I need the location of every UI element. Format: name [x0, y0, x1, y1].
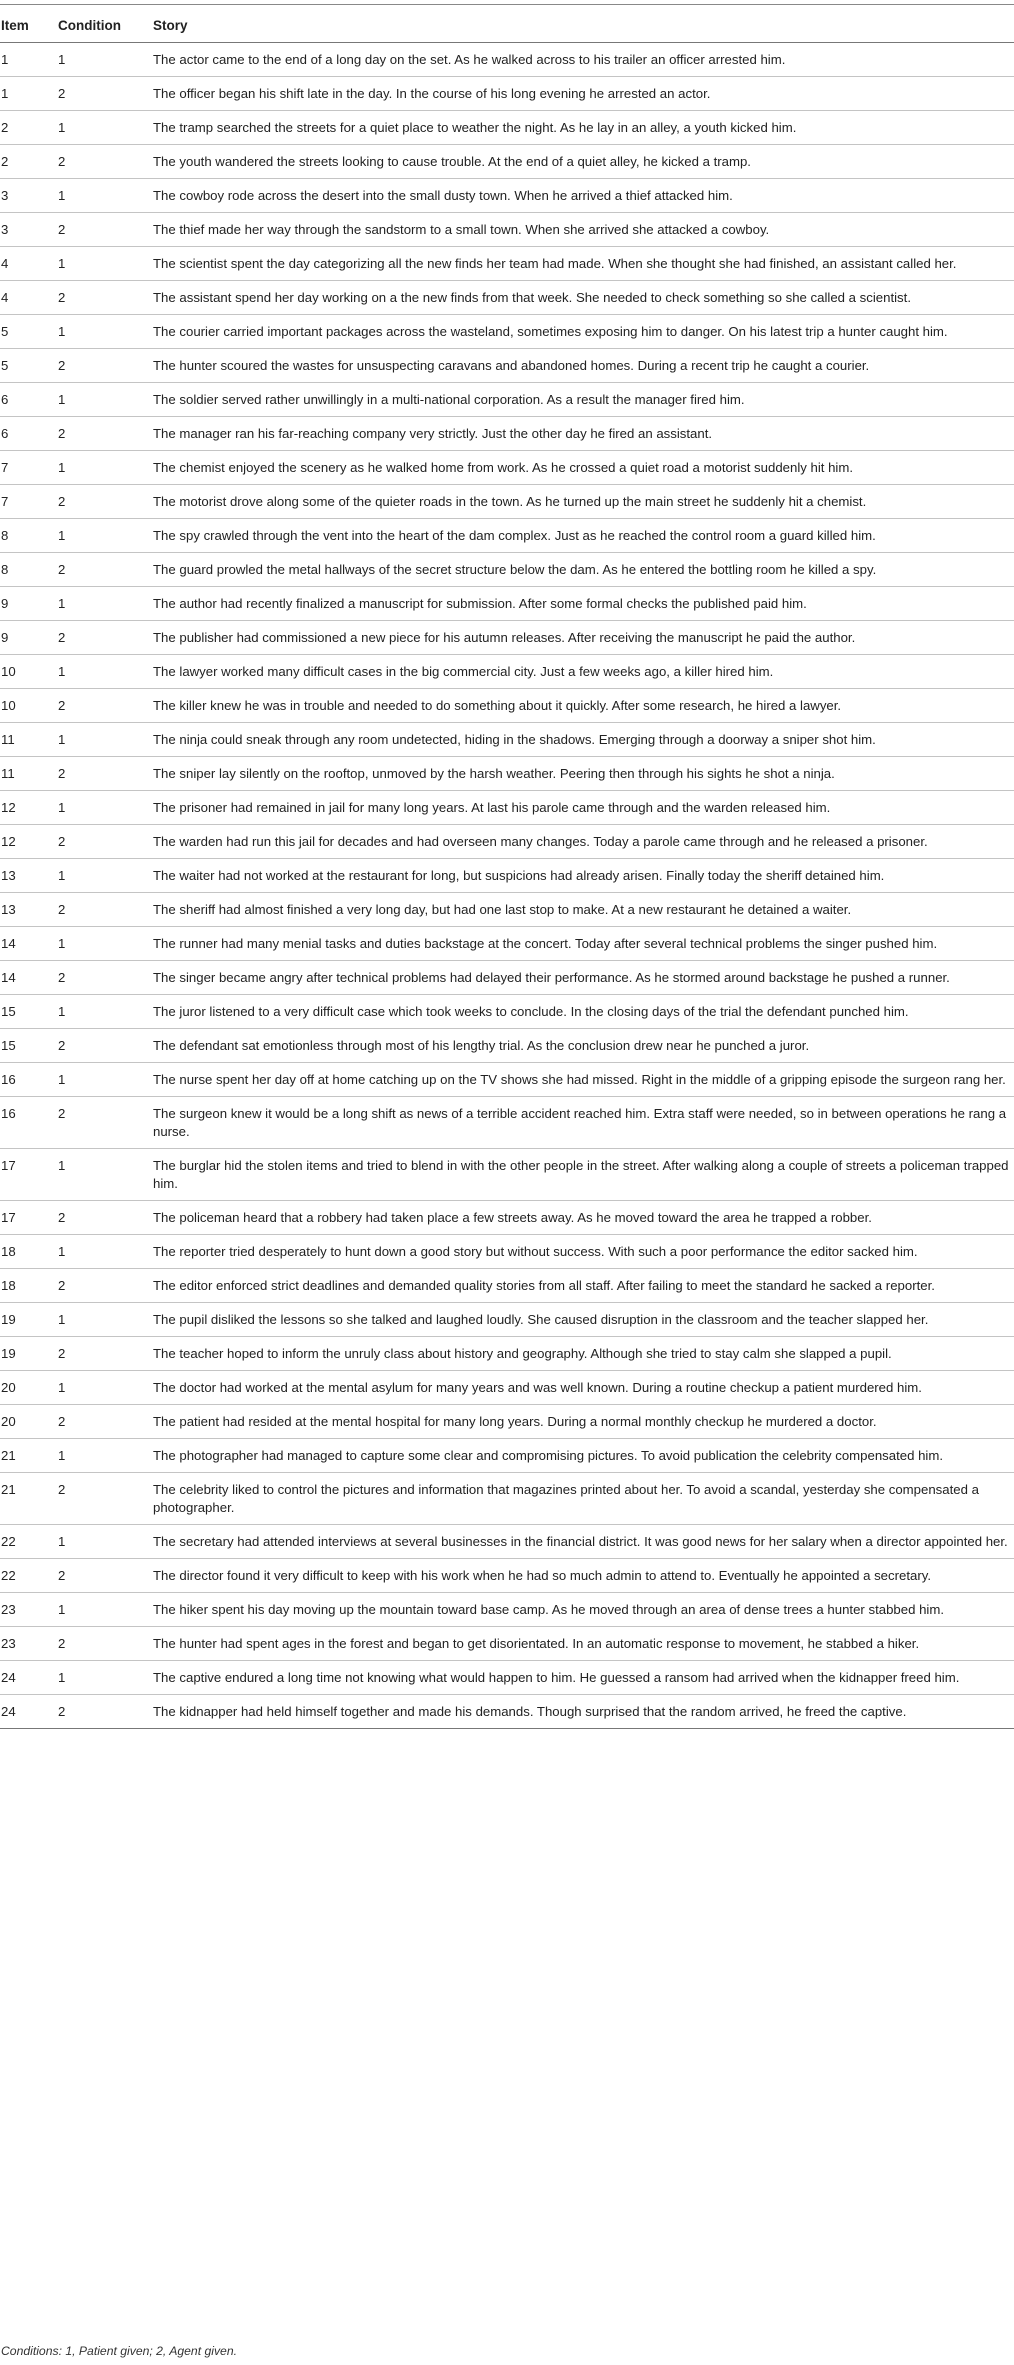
table-row [0, 1097, 1014, 1149]
item-cell: 10 [0, 689, 58, 723]
item-cell: 22 [0, 1559, 58, 1593]
story-cell: The juror listened to a very difficult case which took weeks to conclude. In the closing days of the trial the defendant punched him. [153, 995, 1014, 1029]
item-cell: 3 [0, 213, 58, 247]
table-row [0, 723, 1014, 757]
story-cell: The captive endured a long time not knowing what would happen to him. He guessed a ransom had arrived when the kidnapper freed him. [153, 1661, 1014, 1695]
condition-cell: 2 [58, 621, 153, 655]
item-cell: 21 [0, 1473, 58, 1525]
story-cell: The sheriff had almost finished a very long day, but had one last stop to make. At a new restaurant he detained a waiter. [153, 893, 1014, 927]
table-row [0, 1695, 1014, 1729]
condition-cell: 1 [58, 1371, 153, 1405]
item-cell: 17 [0, 1149, 58, 1201]
table-row [0, 1405, 1014, 1439]
table-row [0, 587, 1014, 621]
condition-cell: 1 [58, 1525, 153, 1559]
item-cell: 23 [0, 1627, 58, 1661]
table-row [0, 77, 1014, 111]
table-row [0, 349, 1014, 383]
top-rule [0, 4, 1014, 5]
condition-cell: 1 [58, 383, 153, 417]
story-cell: The manager ran his far-reaching company very strictly. Just the other day he fired an assistant. [153, 417, 1014, 451]
item-cell: 9 [0, 621, 58, 655]
table-row [0, 1149, 1014, 1201]
story-cell: The guard prowled the metal hallways of the secret structure below the dam. As he entered the bottling room he killed a spy. [153, 553, 1014, 587]
story-cell: The defendant sat emotionless through most of his lengthy trial. As the conclusion drew near he punched a juror. [153, 1029, 1014, 1063]
story-cell: The teacher hoped to inform the unruly class about history and geography. Although she tried to stay calm she slapped a pupil. [153, 1337, 1014, 1371]
item-cell: 2 [0, 145, 58, 179]
table-row [0, 1337, 1014, 1371]
condition-cell: 2 [58, 961, 153, 995]
item-cell: 1 [0, 43, 58, 77]
table-row [0, 1439, 1014, 1473]
condition-cell: 1 [58, 655, 153, 689]
item-cell: 11 [0, 757, 58, 791]
table-row [0, 655, 1014, 689]
story-cell: The actor came to the end of a long day on the set. As he walked across to his trailer an officer arrested him. [153, 43, 1014, 77]
story-cell: The reporter tried desperately to hunt down a good story but without success. With such a poor performance the editor sacked him. [153, 1235, 1014, 1269]
condition-cell: 2 [58, 1269, 153, 1303]
condition-cell: 1 [58, 1593, 153, 1627]
condition-cell: 2 [58, 1559, 153, 1593]
header-row [0, 9, 1014, 43]
condition-cell: 1 [58, 1235, 153, 1269]
table-row [0, 179, 1014, 213]
table-row [0, 961, 1014, 995]
story-cell: The motorist drove along some of the quieter roads in the town. As he turned up the main street he suddenly hit a chemist. [153, 485, 1014, 519]
story-cell: The courier carried important packages across the wasteland, sometimes exposing him to danger. On his latest trip a hunter caught him. [153, 315, 1014, 349]
story-cell: The pupil disliked the lessons so she talked and laughed loudly. She caused disruption in the classroom and the teacher slapped her. [153, 1303, 1014, 1337]
table-row [0, 1029, 1014, 1063]
story-cell: The doctor had worked at the mental asylum for many years and was well known. During a routine checkup a patient murdered him. [153, 1371, 1014, 1405]
story-cell: The waiter had not worked at the restaurant for long, but suspicions had already arisen. Finally today the sheriff detained him. [153, 859, 1014, 893]
item-cell: 4 [0, 247, 58, 281]
item-cell: 2 [0, 111, 58, 145]
story-cell: The scientist spent the day categorizing all the new finds her team had made. When she thought she had finished, an assistant called her. [153, 247, 1014, 281]
condition-cell: 1 [58, 927, 153, 961]
condition-cell: 1 [58, 1303, 153, 1337]
story-cell: The killer knew he was in trouble and needed to do something about it quickly. After some research, he hired a lawyer. [153, 689, 1014, 723]
item-cell: 24 [0, 1695, 58, 1729]
item-cell: 22 [0, 1525, 58, 1559]
table-row [0, 621, 1014, 655]
story-cell: The burglar hid the stolen items and tried to blend in with the other people in the street. After walking along a couple of streets a policeman trapped him. [153, 1149, 1014, 1201]
table-row [0, 791, 1014, 825]
condition-cell: 1 [58, 723, 153, 757]
condition-cell: 1 [58, 791, 153, 825]
item-cell: 20 [0, 1371, 58, 1405]
table-row [0, 757, 1014, 791]
condition-cell: 1 [58, 587, 153, 621]
item-cell: 23 [0, 1593, 58, 1627]
table-row [0, 1473, 1014, 1525]
condition-cell: 2 [58, 145, 153, 179]
story-cell: The assistant spend her day working on a the new finds from that week. She needed to check something so she called a scientist. [153, 281, 1014, 315]
story-cell: The thief made her way through the sandstorm to a small town. When she arrived she attacked a cowboy. [153, 213, 1014, 247]
table-row [0, 315, 1014, 349]
item-cell: 10 [0, 655, 58, 689]
story-cell: The hiker spent his day moving up the mountain toward base camp. As he moved through an area of dense trees a hunter stabbed him. [153, 1593, 1014, 1627]
story-cell: The officer began his shift late in the day. In the course of his long evening he arrested an actor. [153, 77, 1014, 111]
condition-cell: 1 [58, 315, 153, 349]
table-row [0, 485, 1014, 519]
story-cell: The soldier served rather unwillingly in a multi-national corporation. As a result the manager fired him. [153, 383, 1014, 417]
table-row [0, 43, 1014, 77]
story-cell: The celebrity liked to control the pictures and information that magazines printed about her. To avoid a scandal, yesterday she compensated a photographer. [153, 1473, 1014, 1525]
item-cell: 9 [0, 587, 58, 621]
story-cell: The cowboy rode across the desert into the small dusty town. When he arrived a thief attacked him. [153, 179, 1014, 213]
story-cell: The kidnapper had held himself together and made his demands. Though surprised that the random arrived, he freed the captive. [153, 1695, 1014, 1729]
story-cell: The ninja could sneak through any room undetected, hiding in the shadows. Emerging through a doorway a sniper shot him. [153, 723, 1014, 757]
item-cell: 20 [0, 1405, 58, 1439]
story-cell: The photographer had managed to capture some clear and compromising pictures. To avoid publication the celebrity compensated him. [153, 1439, 1014, 1473]
condition-cell: 2 [58, 757, 153, 791]
story-cell: The surgeon knew it would be a long shift as news of a terrible accident reached him. Extra staff were needed, so in between operations he rang a nurse. [153, 1097, 1014, 1149]
item-cell: 7 [0, 485, 58, 519]
condition-cell: 2 [58, 1029, 153, 1063]
table-row [0, 1627, 1014, 1661]
table-row [0, 1559, 1014, 1593]
condition-cell: 1 [58, 451, 153, 485]
table-row [0, 281, 1014, 315]
item-cell: 3 [0, 179, 58, 213]
item-cell: 11 [0, 723, 58, 757]
table-row [0, 995, 1014, 1029]
condition-cell: 2 [58, 1337, 153, 1371]
story-cell: The secretary had attended interviews at several businesses in the financial district. It was good news for her salary when a director appointed her. [153, 1525, 1014, 1559]
table-row [0, 1063, 1014, 1097]
story-cell: The singer became angry after technical problems had delayed their performance. As he stormed around backstage he pushed a runner. [153, 961, 1014, 995]
table-row [0, 859, 1014, 893]
table-row [0, 417, 1014, 451]
condition-cell: 2 [58, 213, 153, 247]
condition-cell: 1 [58, 995, 153, 1029]
condition-cell: 2 [58, 893, 153, 927]
header-item: Item [0, 9, 58, 43]
story-cell: The policeman heard that a robbery had taken place a few streets away. As he moved toward the area he trapped a robber. [153, 1201, 1014, 1235]
item-cell: 13 [0, 859, 58, 893]
condition-cell: 1 [58, 1063, 153, 1097]
story-cell: The editor enforced strict deadlines and demanded quality stories from all staff. After failing to meet the standard he sacked a reporter. [153, 1269, 1014, 1303]
story-cell: The sniper lay silently on the rooftop, unmoved by the harsh weather. Peering then through his sights he shot a ninja. [153, 757, 1014, 791]
item-cell: 12 [0, 791, 58, 825]
table-body [0, 43, 1014, 1729]
table-footnote: Conditions: 1, Patient given; 2, Agent given. [1, 2344, 238, 2358]
condition-cell: 1 [58, 179, 153, 213]
item-cell: 24 [0, 1661, 58, 1695]
condition-cell: 2 [58, 553, 153, 587]
item-cell: 8 [0, 553, 58, 587]
story-cell: The chemist enjoyed the scenery as he walked home from work. As he crossed a quiet road a motorist suddenly hit him. [153, 451, 1014, 485]
item-cell: 15 [0, 1029, 58, 1063]
item-cell: 5 [0, 349, 58, 383]
table-row [0, 825, 1014, 859]
condition-cell: 2 [58, 281, 153, 315]
story-cell: The tramp searched the streets for a quiet place to weather the night. As he lay in an alley, a youth kicked him. [153, 111, 1014, 145]
condition-cell: 2 [58, 689, 153, 723]
item-cell: 18 [0, 1269, 58, 1303]
condition-cell: 1 [58, 1149, 153, 1201]
story-cell: The hunter had spent ages in the forest and began to get disorientated. In an automatic response to movement, he stabbed a hiker. [153, 1627, 1014, 1661]
table-row [0, 553, 1014, 587]
item-cell: 7 [0, 451, 58, 485]
story-cell: The nurse spent her day off at home catching up on the TV shows she had missed. Right in the middle of a gripping episode the surgeon rang her. [153, 1063, 1014, 1097]
item-cell: 4 [0, 281, 58, 315]
table-row [0, 145, 1014, 179]
item-cell: 17 [0, 1201, 58, 1235]
table-row [0, 1269, 1014, 1303]
table-row [0, 1303, 1014, 1337]
condition-cell: 1 [58, 1661, 153, 1695]
condition-cell: 1 [58, 43, 153, 77]
item-cell: 6 [0, 383, 58, 417]
story-cell: The runner had many menial tasks and duties backstage at the concert. Today after several technical problems the singer pushed him. [153, 927, 1014, 961]
story-cell: The prisoner had remained in jail for many long years. At last his parole came through and the warden released him. [153, 791, 1014, 825]
item-cell: 13 [0, 893, 58, 927]
table-row [0, 213, 1014, 247]
table-row [0, 111, 1014, 145]
item-cell: 19 [0, 1337, 58, 1371]
item-cell: 14 [0, 961, 58, 995]
condition-cell: 2 [58, 349, 153, 383]
story-cell: The warden had run this jail for decades and had overseen many changes. Today a parole came through and he released a prisoner. [153, 825, 1014, 859]
table-row [0, 247, 1014, 281]
header-condition: Condition [58, 9, 153, 43]
item-cell: 1 [0, 77, 58, 111]
condition-cell: 1 [58, 1439, 153, 1473]
item-cell: 5 [0, 315, 58, 349]
table-row [0, 1201, 1014, 1235]
item-cell: 21 [0, 1439, 58, 1473]
table-row [0, 1661, 1014, 1695]
condition-cell: 1 [58, 519, 153, 553]
item-cell: 14 [0, 927, 58, 961]
item-cell: 15 [0, 995, 58, 1029]
item-cell: 16 [0, 1097, 58, 1149]
item-cell: 16 [0, 1063, 58, 1097]
header-story: Story [153, 9, 1014, 43]
story-cell: The author had recently finalized a manuscript for submission. After some formal checks the published paid him. [153, 587, 1014, 621]
condition-cell: 1 [58, 859, 153, 893]
table-row [0, 1235, 1014, 1269]
condition-cell: 2 [58, 1201, 153, 1235]
table-row [0, 1525, 1014, 1559]
condition-cell: 2 [58, 1405, 153, 1439]
story-cell: The patient had resided at the mental hospital for many long years. During a normal monthly checkup he murdered a doctor. [153, 1405, 1014, 1439]
table-row [0, 689, 1014, 723]
story-cell: The youth wandered the streets looking to cause trouble. At the end of a quiet alley, he kicked a tramp. [153, 145, 1014, 179]
story-cell: The spy crawled through the vent into the heart of the dam complex. Just as he reached the control room a guard killed him. [153, 519, 1014, 553]
story-cell: The lawyer worked many difficult cases in the big commercial city. Just a few weeks ago, a killer hired him. [153, 655, 1014, 689]
condition-cell: 2 [58, 417, 153, 451]
stories-table [0, 9, 1014, 1729]
condition-cell: 1 [58, 111, 153, 145]
item-cell: 8 [0, 519, 58, 553]
table-row [0, 451, 1014, 485]
story-cell: The hunter scoured the wastes for unsuspecting caravans and abandoned homes. During a recent trip he caught a courier. [153, 349, 1014, 383]
table-row [0, 893, 1014, 927]
condition-cell: 2 [58, 1097, 153, 1149]
item-cell: 12 [0, 825, 58, 859]
table-row [0, 1593, 1014, 1627]
condition-cell: 2 [58, 1695, 153, 1729]
condition-cell: 2 [58, 1473, 153, 1525]
item-cell: 18 [0, 1235, 58, 1269]
condition-cell: 2 [58, 825, 153, 859]
item-cell: 6 [0, 417, 58, 451]
table-row [0, 383, 1014, 417]
story-cell: The publisher had commissioned a new piece for his autumn releases. After receiving the manuscript he paid the author. [153, 621, 1014, 655]
table-row [0, 927, 1014, 961]
story-cell: The director found it very difficult to keep with his work when he had so much admin to attend to. Eventually he appointed a secretary. [153, 1559, 1014, 1593]
condition-cell: 1 [58, 247, 153, 281]
item-cell: 19 [0, 1303, 58, 1337]
condition-cell: 2 [58, 77, 153, 111]
condition-cell: 2 [58, 1627, 153, 1661]
condition-cell: 2 [58, 485, 153, 519]
table-row [0, 519, 1014, 553]
table-row [0, 1371, 1014, 1405]
